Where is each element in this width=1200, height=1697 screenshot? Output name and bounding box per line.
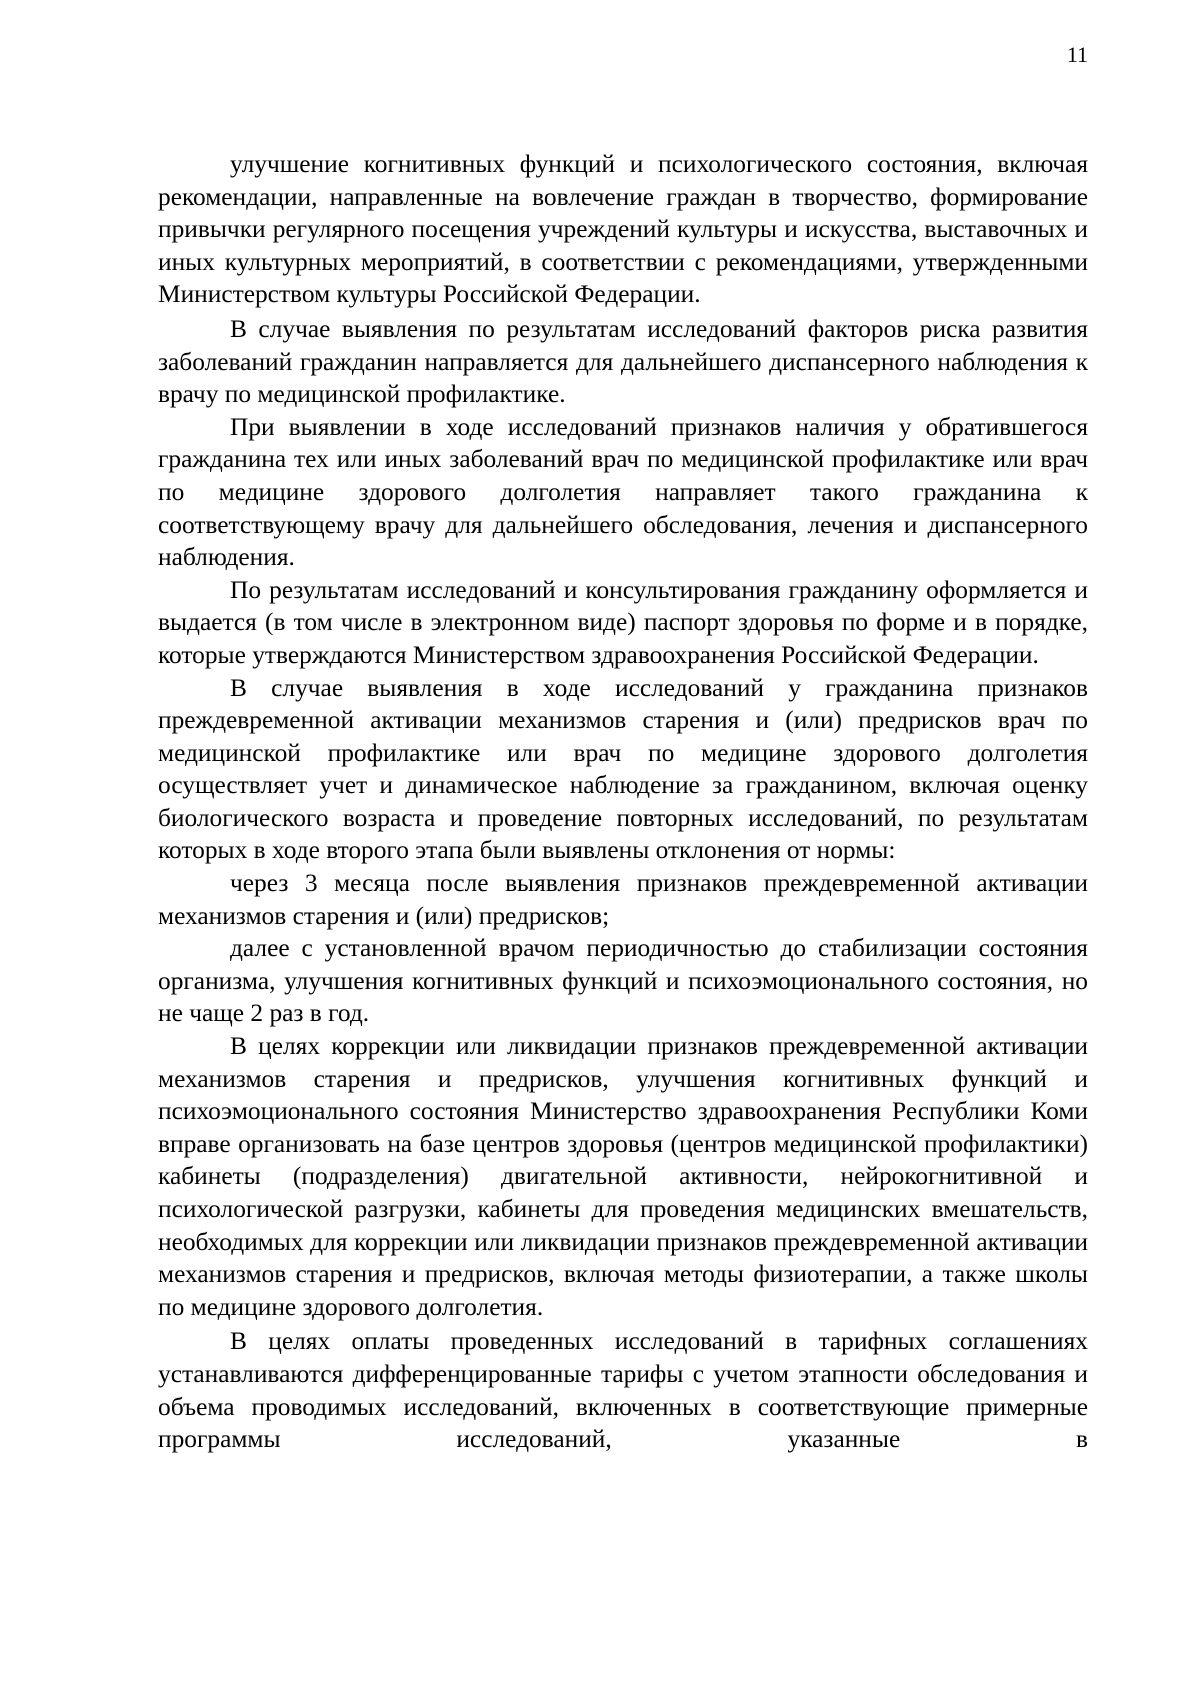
paragraph-risk-factors: В случае выявления по результатам исследований факторов риска развития заболеваний гражданин направляется для дальнейшего диспансерного наблюдения к врачу по медицинской профилактике. xyxy=(158,314,1088,409)
paragraph-dynamic-observation: В случае выявления в ходе исследований у гражданина признаков преждевременной активации механизмов старения и (или) предрисков врач по медицинской профилактике или врач по медицине здорового долголетия осуществляет учет и динамическое наблюдение за гражданином, включая оценку биологического возраста и проведение повторных исследований, по результатам которых в ходе второго этапа были выявлены отклонения от нормы: xyxy=(158,673,1088,865)
paragraph-periodicity: далее с установленной врачом периодичностью до стабилизации состояния организма, улучшения когнитивных функций и психоэмоционального состояния, но не чаще 2 раз в год. xyxy=(158,934,1088,1028)
paragraph-three-months: через 3 месяца после выявления признаков преждевременной активации механизмов старения и (или) предрисков; xyxy=(158,869,1088,930)
page-number: 11 xyxy=(1066,42,1088,67)
document-body xyxy=(158,148,1088,1456)
paragraph-correction-centers: В целях коррекции или ликвидации признаков преждевременной активации механизмов старения и предрисков, улучшения когнитивных функций и психоэмоционального состояния Министерство здравоохранения Республики Коми вправе организовать на базе центров здоровья (центров медицинской профилактики) кабинеты (подразделения) двигательной активности, нейрокогнитивной и психологической разгрузки, кабинеты для проведения медицинских вмешательств, необходимых для коррекции или ликвидации признаков преждевременной активации механизмов старения и предрисков, включая методы физиотерапии, а также школы по медицине здорового долголетия. xyxy=(158,1032,1088,1321)
paragraph-cognitive-improvement: улучшение когнитивных функций и психологического состояния, включая рекомендации, направленные на вовлечение граждан в творчество, формирование привычки регулярного посещения учреждений культуры и искусства, выставочных и иных культурных мероприятий, в соответствии с рекомендациями, утвержденными Министерством культуры Российской Федерации. xyxy=(158,150,1088,309)
paragraph-tariffs: В целях оплаты проведенных исследований в тарифных соглашениях устанавливаются дифференцированные тарифы с учетом этапности обследования и объема проводимых исследований, включенных в соответствующие примерные программы исследований, указанные в xyxy=(158,1327,1088,1454)
paragraph-health-passport: По результатам исследований и консультирования гражданину оформляется и выдается (в том числе в электронном виде) паспорт здоровья по форме и в порядке, которые утверждаются Министерством здравоохранения Российской Федерации. xyxy=(158,575,1088,669)
paragraph-disease-referral: При выявлении в ходе исследований признаков наличия у обратившегося гражданина тех или иных заболеваний врач по медицинской профилактике или врач по медицине здорового долголетия направляет такого гражданина к соответствующему врачу для дальнейшего обследования, лечения и диспансерного наблюдения. xyxy=(158,412,1088,572)
